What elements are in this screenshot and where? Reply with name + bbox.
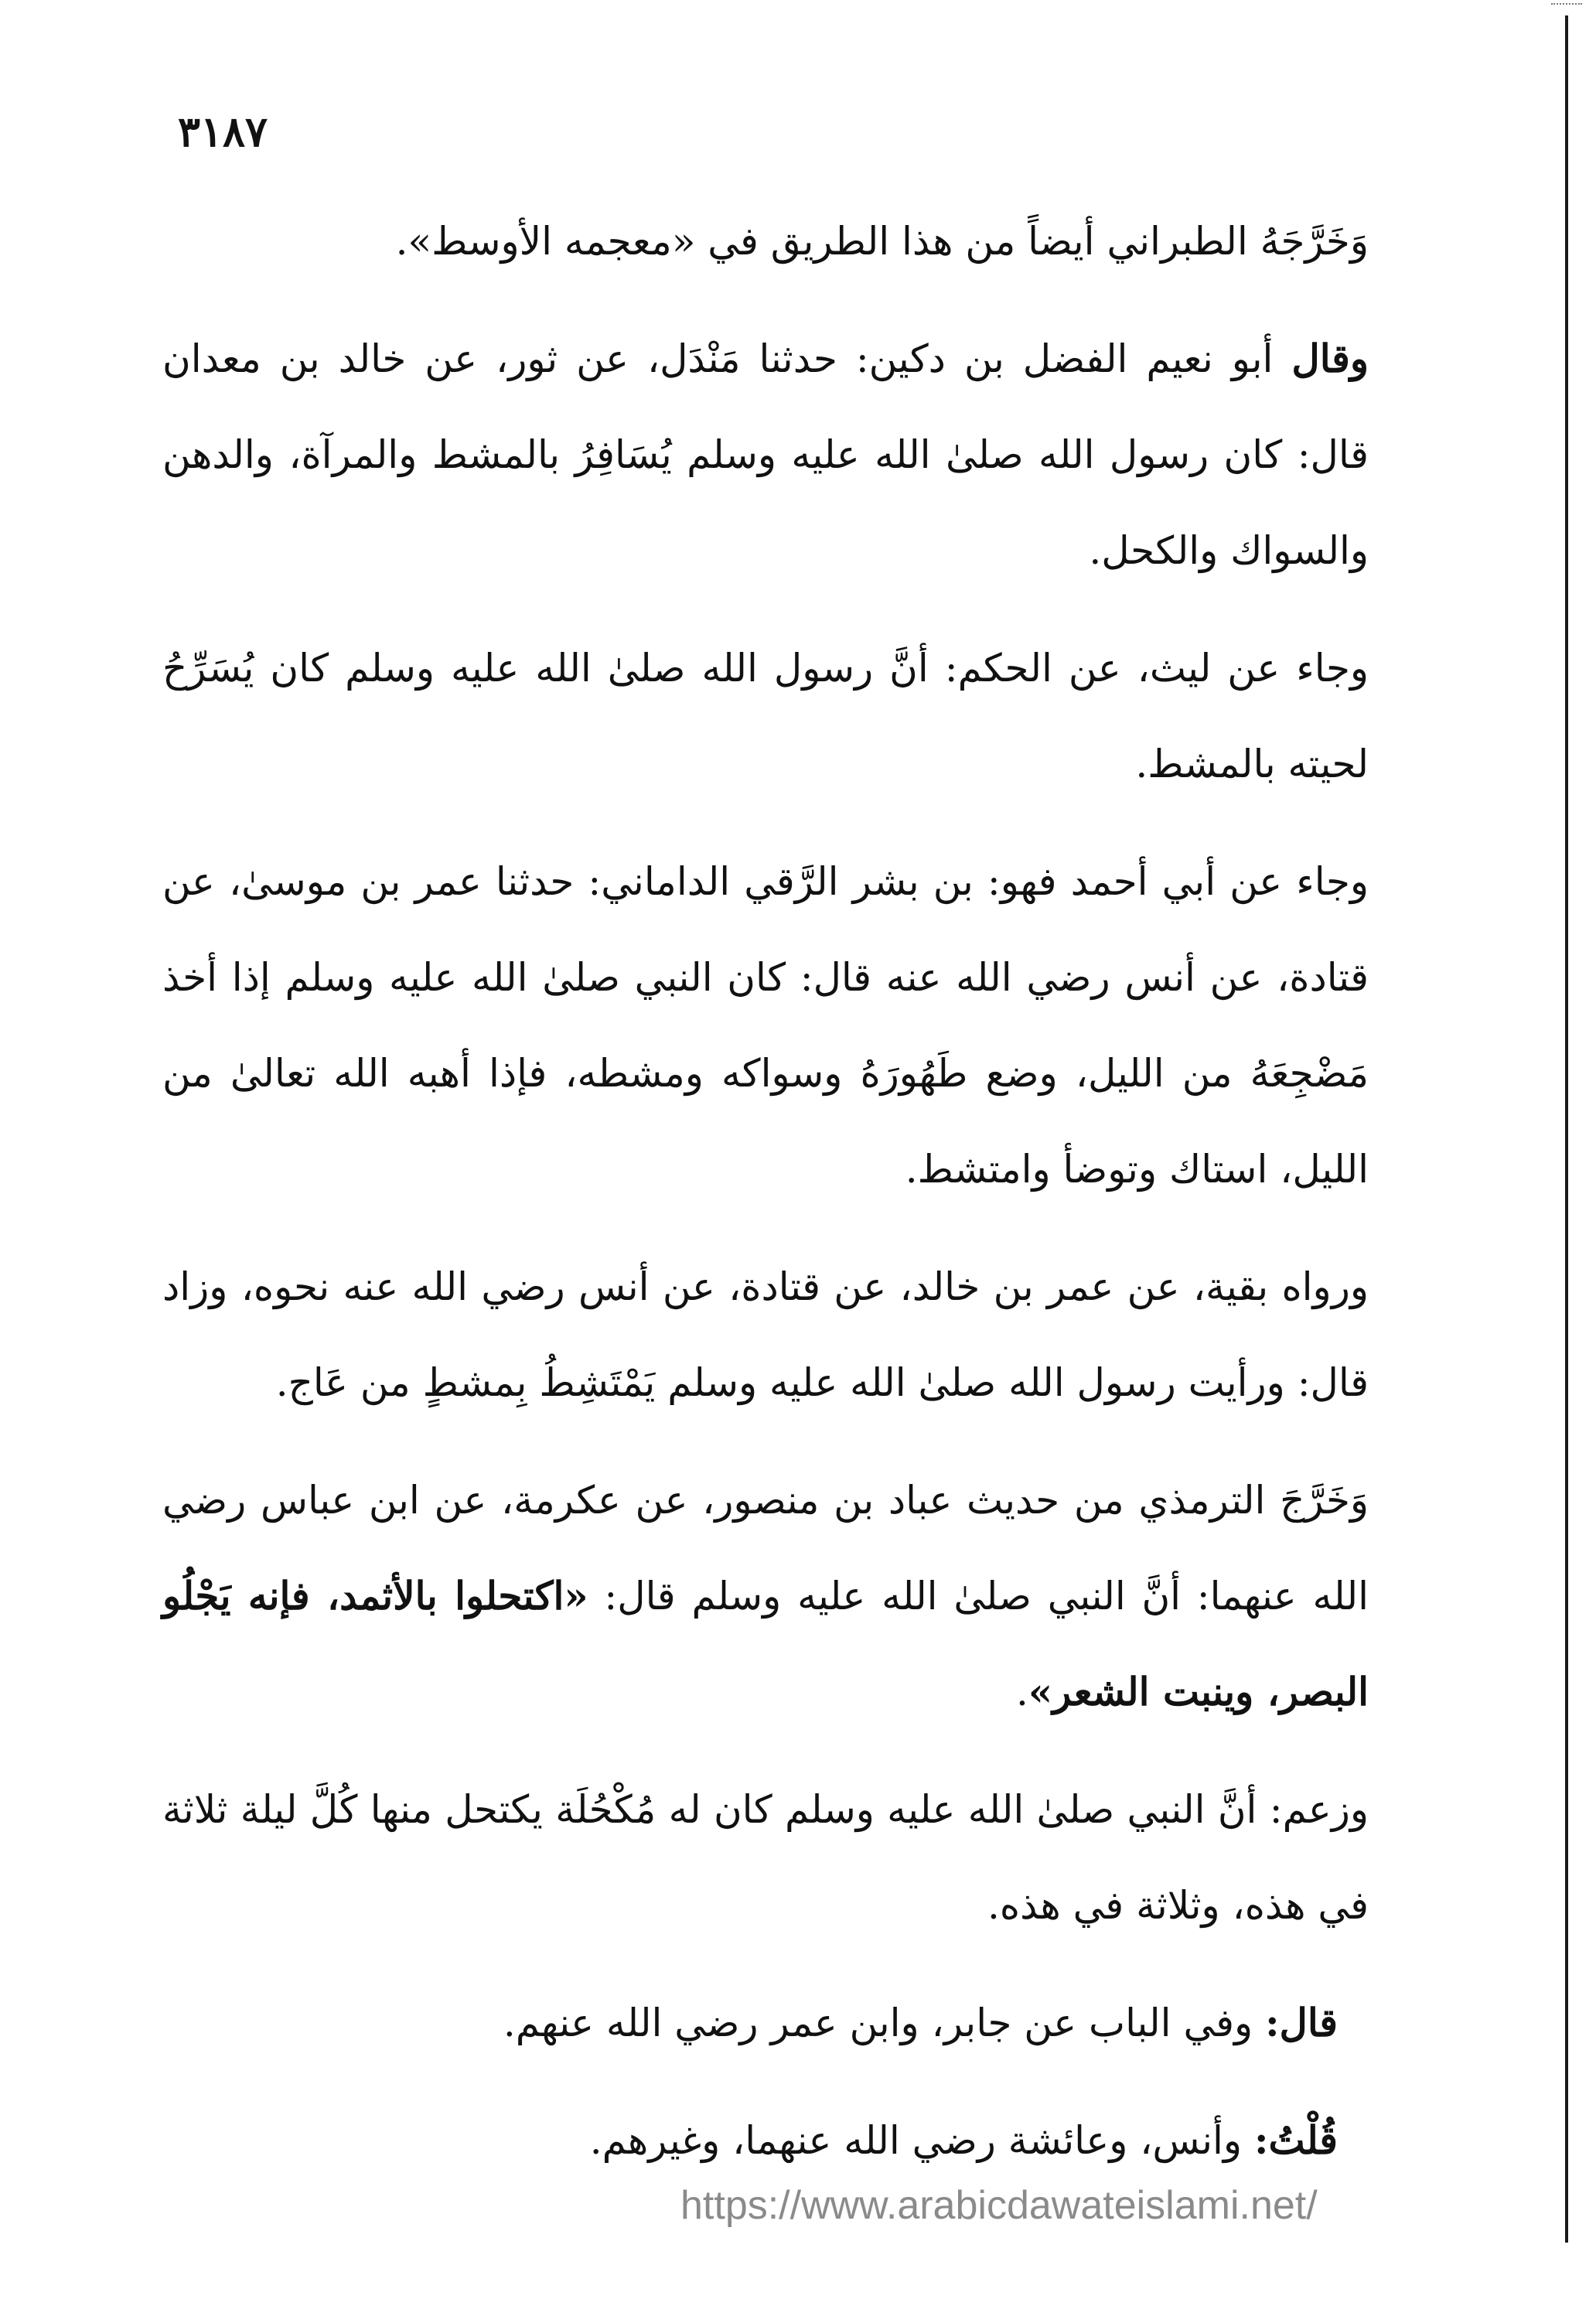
paragraph-text: وجاء عن ليث، عن الحكم: أنَّ رسول الله صلىٰ الله عليه وسلم كان يُسَرِّحُ لحيته بالمشط. <box>162 646 1369 786</box>
paragraph-9 <box>162 2093 1392 2188</box>
page-edge-line <box>1565 15 1568 2243</box>
paragraph-lead: قُلْتُ: <box>1253 2117 1338 2163</box>
paragraph-text: وَخَرَّجَ الترمذي من حديث عباد بن منصور، عن عكرمة، عن ابن عباس رضي الله عنهما: أنَّ النبي صلىٰ الله عليه وسلم قال: <box>162 1478 1369 1619</box>
scan-edge-mark <box>1551 3 1582 7</box>
paragraph-text: وفي الباب عن جابر، وابن عمر رضي الله عنهم. <box>503 2001 1253 2045</box>
page-text <box>162 193 1392 2210</box>
paragraph-text: وجاء عن أبي أحمد فهو: بن بشر الرَّقي الداماني: حدثنا عمر بن موسىٰ، عن قتادة، عن أنس رضي الله عنه قال: كان النبي صلىٰ الله عليه وسلم إذا أخذ مَضْجِعَهُ من الليل، وضع طَهُورَهُ وسواكه ومشطه، فإذا أهبه الله تعالىٰ من الليل، استاك وتوضأ وامتشط. <box>162 859 1369 1192</box>
paragraph-text: وأنس، وعائشة رضي الله عنهما، وغيرهم. <box>589 2118 1243 2163</box>
paragraph-5 <box>162 1239 1392 1431</box>
paragraph-6 <box>162 1452 1392 1740</box>
paragraph-lead: قال: <box>1265 2000 1338 2045</box>
hadith-quote: «اكتحلوا بالأثمد، فإنه يَجْلُو البصر، وينبت الشعر» <box>162 1573 1369 1714</box>
paragraph-text: ورواه بقية، عن عمر بن خالد، عن قتادة، عن أنس رضي الله عنه نحوه، وزاد قال: ورأيت رسول الله صلىٰ الله عليه وسلم يَمْتَشِطُ بِمشطٍ من عَاج. <box>162 1264 1369 1405</box>
paragraph-tail: . <box>1015 1670 1028 1714</box>
paragraph-4 <box>162 834 1392 1217</box>
source-url-watermark: https://www.arabicdawateislami.net/ <box>680 2183 1318 2228</box>
paragraph-1 <box>162 193 1392 289</box>
paragraph-3 <box>162 620 1392 812</box>
paragraph-text: وَخَرَّجَهُ الطبراني أيضاً من هذا الطريق في «معجمه الأوسط». <box>395 219 1369 264</box>
paragraph-8 <box>162 1975 1392 2071</box>
paragraph-lead: وقال <box>1291 336 1369 381</box>
paragraph-text: وزعم: أنَّ النبي صلىٰ الله عليه وسلم كان له مُكْحُلَة يكتحل منها كُلَّ ليلة ثلاثة في هذه، وثلاثة في هذه. <box>162 1787 1369 1928</box>
paragraph-text: أبو نعيم الفضل بن دكين: حدثنا مَنْدَل، عن ثور، عن خالد بن معدان قال: كان رسول الله صلىٰ الله عليه وسلم يُسَافِرُ بالمشط والمرآة، والدهن والسواك والكحل. <box>162 336 1369 573</box>
paragraph-2 <box>162 311 1392 599</box>
paragraph-7 <box>162 1762 1392 1953</box>
page-number: ٣١٨٧ <box>178 107 268 156</box>
